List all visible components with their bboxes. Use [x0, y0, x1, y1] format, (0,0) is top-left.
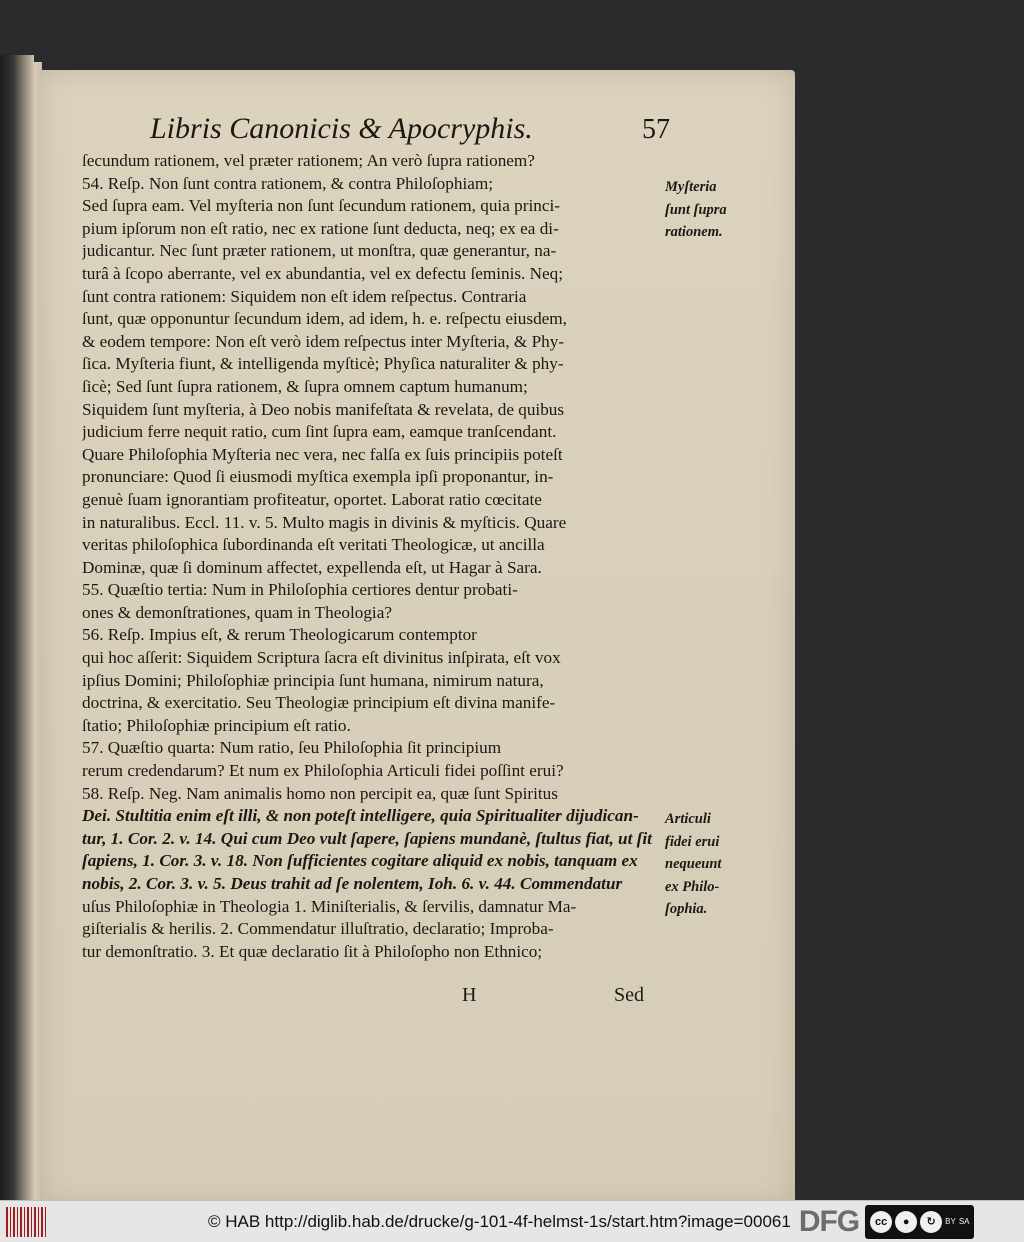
sa-icon: ↻	[920, 1211, 942, 1233]
text-line: Dominæ, quæ ſi dominum affectet, expellenda eſt, ut Hagar à Sara.	[82, 557, 542, 577]
text-line: turâ à ſcopo aberrante, vel ex abundantia, vel ex defectu ſeminis. Neq;	[82, 263, 564, 283]
signature-mark: H	[462, 984, 477, 1006]
text-line: ſapiens, 1. Cor. 3. v. 18. Non ſufficientes cogitare aliquid ex nobis, tanquam ex	[82, 851, 638, 871]
text-line: in naturalibus. Eccl. 11. v. 5. Multo magis in divinis & myſticis. Quare	[82, 512, 567, 532]
text-line: uſus Philoſophiæ in Theologia 1. Miniſterialis, & ſervilis, damnatur Ma-	[82, 896, 577, 916]
margin-note-line: Myſteria	[665, 179, 717, 195]
margin-note-line: ſunt ſupra	[665, 201, 727, 218]
hab-logo	[6, 1207, 48, 1237]
text-line: 58. Reſp. Neg. Nam animalis homo non percipit ea, quæ ſunt Spiritus	[82, 783, 558, 803]
text-line: genuè ſuam ignorantiam profiteatur, oportet. Laborat ratio cœcitate	[82, 489, 542, 509]
text-line: 54. Reſp. Non ſunt contra rationem, & contra Philoſophiam;	[82, 173, 493, 193]
page-number: 57	[642, 114, 670, 145]
text-line: tur demonſtratio. 3. Et quæ declaratio ſit à Philoſopho non Ethnico;	[82, 941, 543, 961]
text-line: ſicè; Sed ſunt ſupra rationem, & ſupra omnem captum humanum;	[82, 376, 528, 396]
copyright-link[interactable]: © HAB http://diglib.hab.de/drucke/g-101-4f-helmst-1s/start.htm?image=00061	[208, 1211, 791, 1231]
margin-note-line: ex Philo-	[665, 878, 720, 895]
text-line: ipſius Domini; Philoſophiæ principia ſunt humana, nimirum natura,	[82, 670, 544, 690]
text-line: pronunciare: Quod ſi eiusmodi myſtica exempla ipſi proponantur, in-	[82, 467, 554, 487]
text-line: Quare Philoſophia Myſteria nec vera, nec falſa ex ſuis principiis poteſt	[82, 444, 563, 464]
text-line: tur, 1. Cor. 2. v. 14. Qui cum Deo vult ſapere, ſapiens mundanè, ſtultus fiat, ut ſit	[82, 828, 652, 848]
text-line: & eodem tempore: Non eſt verò idem reſpectus inter Myſteria, & Phy-	[82, 331, 565, 351]
margin-note-mysteria	[665, 176, 765, 244]
running-head-title: Libris Canonicis & Apocryphis.	[150, 112, 533, 145]
margin-note-line: Articuli	[665, 811, 711, 827]
text-line: nobis, 2. Cor. 3. v. 5. Deus trahit ad ſe nolentem, Ioh. 6. v. 44. Commendatur	[82, 874, 623, 893]
text-line: ſunt, quæ opponuntur ſecundum idem, ad idem, h. e. reſpectu eiusdem,	[82, 309, 567, 329]
text-line: veritas philoſophica ſubordinanda eſt veritati Theologicæ, ut ancilla	[82, 535, 545, 555]
license-by-label: BY	[945, 1217, 956, 1226]
text-line: Sed ſupra eam. Vel myſteria non ſunt ſecundum rationem, quia princi-	[82, 196, 560, 216]
text-line: qui hoc aſſerit: Siquidem Scriptura ſacra eſt divinitus inſpirata, eſt vox	[82, 648, 561, 668]
viewer-footer	[0, 1200, 1024, 1242]
margin-note-line: ſophia.	[665, 901, 708, 918]
text-line: Siquidem ſunt myſteria, à Deo nobis manifeſtata & revelata, de quibus	[82, 399, 565, 419]
text-line: judicium ferre nequit ratio, cum ſint ſupra eam, eamque tranſcendant.	[82, 422, 557, 442]
body-text	[82, 150, 667, 963]
margin-note-line: nequeunt	[665, 856, 722, 873]
text-line: rerum credendarum? Et num ex Philoſophia Articuli fidei poſſint erui?	[82, 761, 564, 781]
text-line: ſecundum rationem, vel præter rationem; An verò ſupra rationem?	[82, 151, 535, 170]
text-line: ones & demonſtrationes, quam in Theologia?	[82, 602, 392, 622]
text-line: Dei. Stultitia enim eſt illi, & non poteſt intelligere, quia Spiritualiter dijudican-	[82, 806, 639, 826]
text-line: 56. Reſp. Impius eſt, & rerum Theologicarum contemptor	[82, 625, 477, 645]
text-line: ſunt contra rationem: Siquidem non eſt idem reſpectus. Contraria	[82, 286, 527, 306]
cc-license-badge[interactable]	[865, 1205, 974, 1239]
text-line: ſtatio; Philoſophiæ principium eſt ratio.	[82, 715, 351, 735]
catchword: Sed	[614, 984, 644, 1006]
text-line: doctrina, & exercitatio. Seu Theologiæ principium eſt divina manife-	[82, 693, 556, 713]
license-sa-label: SA	[958, 1217, 970, 1226]
dfg-logo: DFG	[798, 1204, 860, 1238]
margin-note-articuli	[665, 808, 765, 921]
text-line: giſterialis & herilis. 2. Commendatur illuſtratio, declaratio; Improba-	[82, 919, 554, 939]
by-icon: ●	[895, 1211, 917, 1233]
margin-note-line: fidei erui	[665, 833, 720, 850]
text-line: 55. Quæſtio tertia: Num in Philoſophia certiores dentur probati-	[82, 580, 518, 600]
text-line: ſica. Myſteria fiunt, & intelligenda myſticè; Phyſica naturaliter & phy-	[82, 354, 564, 374]
margin-note-line: rationem.	[665, 224, 723, 241]
text-line: pium ipſorum non eſt ratio, nec ex ratione ſunt deducta, neq; ex ea di-	[82, 218, 559, 238]
running-head	[150, 110, 670, 146]
book-spine	[0, 55, 34, 1215]
text-line: 57. Quæſtio quarta: Num ratio, ſeu Philoſophia ſit principium	[82, 738, 502, 758]
text-line: judicantur. Nec ſunt præter rationem, ut monſtra, quæ generantur, na-	[82, 241, 557, 261]
cc-icon: cc	[870, 1211, 892, 1233]
